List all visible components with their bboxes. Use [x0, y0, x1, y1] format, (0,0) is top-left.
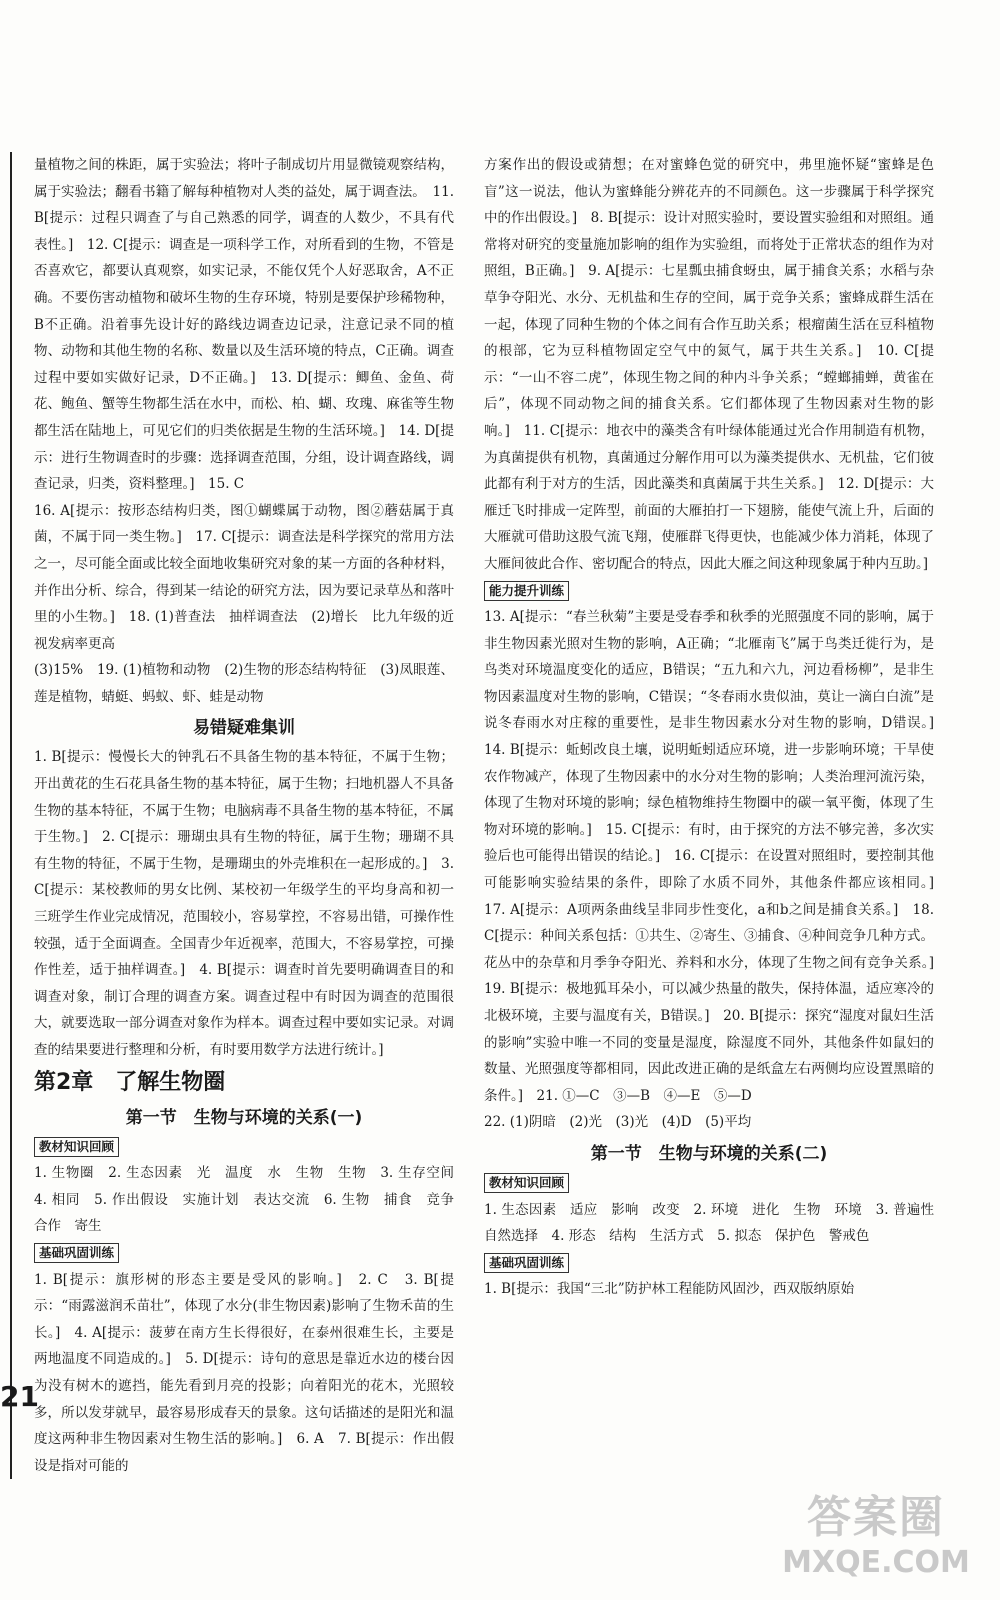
answer-paragraph: 13. A[提示：“春兰秋菊”主要是受春季和秋季的光照强度不同的影响，属于非生物因素光照对生物的影响，A正确；“北雁南飞”属于鸟类迁徙行为，是鸟类对环境温度变化的适应，B错误；“五九和六九，河边看杨柳”，是非生物因素温度对生物的影响，C错误；“冬春雨水贵似油，莫让一滴白白流”是说冬春雨水对庄稼的重要性，是非生物因素水分对生物的影响，D错误。] 14. B[提示：蚯蚓改良土壤，说明蚯蚓适应环境，进一步影响环境；干旱使农作物减产，体现了生物因素中的水分对生物的影响；人类治理河流污染，体现了生物对环境的影响；绿色植物维持生物圈中的碳一氧平衡，体现了生物对环境的影响。] 15. C[提示：有时，由于探究的方法不够完善，多次实验后也可能得出错误的结论。] 16. C[提示：在设置对照组时，要控制其他可能影响实验结果的条件，即除了水质不同外，其他条件都应该相同。] 17. A[提示：A项两条曲线呈非同步性变化，a和b之间是捕食关系。] 18. C[提示：种间关系包括：①共生、②寄生、③捕食、④种间竞争几种方式。花丛中的杂草和月季争夺阳光、养料和水分，体现了生物之间有竞争关系。] 19. B[提示：极地狐耳朵小，可以减少热量的散失，保持体温，适应寒冷的北极环境，主要与温度有关，B错误。] 20. B[提示：探究“湿度对鼠妇生活的影响”实验中唯一不同的变量是湿度，除湿度不同外，其他条件如鼠妇的数量、光照强度等都相同，因此改进正确的是纸盒左右两侧均应设置黑暗的条件。] 21. ①—C ③—B ④—E ⑤—D [484, 609, 948, 1104]
section-title: 易错疑难集训 [193, 718, 295, 739]
tag-review: 教材知识回顾 [34, 1137, 119, 1157]
answer-paragraph: 1. 生态因素 适应 影响 改变 2. 环境 进化 生物 环境 3. 普遍性 自然选择 4. 形态 结构 生活方式 5. 拟态 保护色 警戒色 [484, 1201, 948, 1245]
tag-ability: 能力提升训练 [484, 581, 569, 601]
answer-paragraph: (3)15% 19. (1)植物和动物 (2)生物的形态结构特征 (3)凤眼莲、莲是植物，蜻蜓、蚂蚁、虾、蛙是动物 [34, 662, 454, 705]
right-column [484, 152, 948, 1303]
subsection-title: 第一节 生物与环境的关系(一) [125, 1107, 363, 1128]
watermark-logo [776, 1490, 976, 1590]
tag-review: 教材知识回顾 [484, 1173, 569, 1193]
tag-basic: 基础巩固训练 [34, 1243, 119, 1263]
answer-paragraph: 量植物之间的株距，属于实验法；将叶子制成切片用显微镜观察结构，属于实验法；翻看书籍了解每种植物对人类的益处，属于调查法。 11. B[提示：过程只调查了与自己熟悉的同学，调查的人数少，不具有代表性。] 12. C[提示：调查是一项科学工作，对所看到的生物，不管是否喜欢它，都要认真观察，如实记录，不能仅凭个人好恶取舍，A不正确。不要伤害动植物和破坏生物的生存环境，特别是要保护珍稀物种，B不正确。沿着事先设计好的路线边调查边记录，注意记录不同的植物、动物和其他生物的名称、数量以及生活环境的特点，C正确。调查过程中要如实做好记录，D不正确。] 13. D[提示：鲫鱼、金鱼、荷花、鲍鱼、蟹等生物都生活在水中，而松、柏、蝴、玫瑰、麻雀等生物都生活在陆地上，可见它们的归类依据是生物的生活环境。] 14. D[提示：进行生物调查时的步骤：选择调查范围，分组，设计调查路线，调查记录，归类，资料整理。] 15. C [34, 157, 454, 493]
answer-paragraph: 1. B[提示：旗形树的形态主要是受风的影响。] 2. C 3. B[提示：“雨露滋润禾苗壮”，体现了水分(非生物因素)影响了生物禾苗的生长。] 4. A[提示：菠萝在南方生长得很好，在泰州很难生长，主要是两地温度不同造成的。] 5. D[提示：诗句的意思是靠近水边的楼台因为没有树木的遮挡，能先看到月亮的投影；向着阳光的花木，光照较多，所以发芽就早，最容易形成春天的景象。这句话描述的是阳光和温度这两种非生物因素对生物生活的影响。] 6. A 7. B[提示：作出假设是指对可能的 [34, 1271, 454, 1474]
answer-paragraph: 1. B[提示：慢慢长大的钟乳石不具备生物的基本特征，不属于生物；开出黄花的生石花具备生物的基本特征，属于生物；扫地机器人不具备生物的基本特征，不属于生物；电脑病毒不具备生物的基本特征，不属于生物。] 2. C[提示：珊瑚虫具有生物的特征，属于生物；珊瑚不具有生物的特征，不属于生物，是珊瑚虫的外壳堆积在一起形成的。] 3. C[提示：某校教师的男女比例、某校初一年级学生的平均身高和初一三班学生作业完成情况，范围较小，容易掌控，不容易出错，可操作性较强，适于全面调查。全国青少年近视率，范围大，不容易掌控，可操作性差，适于抽样调查。] 4. B[提示：调查时首先要明确调查目的和调查对象，制订合理的调查方案。调查过程中有时因为调查的范围很大，就要选取一部分调查对象作为样本。调查过程中要如实记录。对调查的结果要进行整理和分析，有时要用数学方法进行统计。] [34, 749, 454, 1058]
answer-paragraph: 1. B[提示：我国“三北”防护林工程能防风固沙，西双版纳原始 [484, 1281, 855, 1298]
watermark-cn: 答案圈 [807, 1492, 945, 1543]
answer-paragraph: 1. 生物圈 2. 生态因素 光 温度 水 生物 生物 3. 生存空间 4. 相同 5. 作出假设 实施计划 表达交流 6. 生物 捕食 竞争 合作 寄生 [34, 1165, 468, 1235]
answer-paragraph: 22. (1)阴暗 (2)光 (3)光 (4)D (5)平均 [484, 1114, 752, 1131]
page-number: 21 [0, 1380, 39, 1413]
answer-paragraph: 16. A[提示：按形态结构归类，图①蝴蝶属于动物，图②蘑菇属于真菌，不属于同一类生物。] 17. C[提示：调查法是科学探究的常用方法之一，尽可能全面或比较全面地收集研究对象的某一方面的各种材料，并作出分析、综合，得到某一结论的研究方法，因为要记录草丛和落叶里的小生物。] 18. (1)普查法 抽样调查法 (2)增长 比九年级的近视发病率更高 [34, 502, 454, 652]
answer-paragraph: 方案作出的假设或猜想；在对蜜蜂色觉的研究中，弗里施怀疑“蜜蜂是色盲”这一说法，他认为蜜蜂能分辨花卉的不同颜色。这一步骤属于科学探究中的作出假设。] 8. B[提示：设计对照实验时，要设置实验组和对照组。通常将对研究的变量施加影响的组作为实验组，而将处于正常状态的组作为对照组，B正确。] 9. A[提示：七星瓢虫捕食蚜虫，属于捕食关系；水稻与杂草争夺阳光、水分、无机盐和生存的空间，属于竞争关系；蜜蜂成群生活在一起，体现了同种生物的个体之间有合作互助关系；根瘤菌生活在豆科植物的根部，它为豆科植物固定空气中的氮气，属于共生关系。] 10. C[提示：“一山不容二虎”，体现生物之间的种内斗争关系；“螳螂捕蝉，黄雀在后”，体现不同动物之间的捕食关系。它们都体现了生物因素对生物的影响。] 11. C[提示：地衣中的藻类含有叶绿体能通过光合作用制造有机物，为真菌提供有机物，真菌通过分解作用可以为藻类提供水、无机盐，它们彼此都有利于对方的生活，因此藻类和真菌属于共生关系。] 12. D[提示：大雁迁飞时排成一定阵型，前面的大雁拍打一下翅膀，能使气流上升，后面的大雁就可借助这股气流飞翔，使雁群飞得更快，也能减少体力消耗，体现了大雁间彼此合作、密切配合的特点，因此大雁之间这种现象属于种内互助。] [484, 157, 934, 572]
left-column [10, 152, 468, 1479]
watermark-en: MXQE.COM [782, 1545, 970, 1580]
tag-basic: 基础巩固训练 [484, 1253, 569, 1273]
subsection-title: 第一节 生物与环境的关系(二) [590, 1143, 828, 1164]
chapter-title: 第2章 了解生物圈 [34, 1069, 226, 1095]
